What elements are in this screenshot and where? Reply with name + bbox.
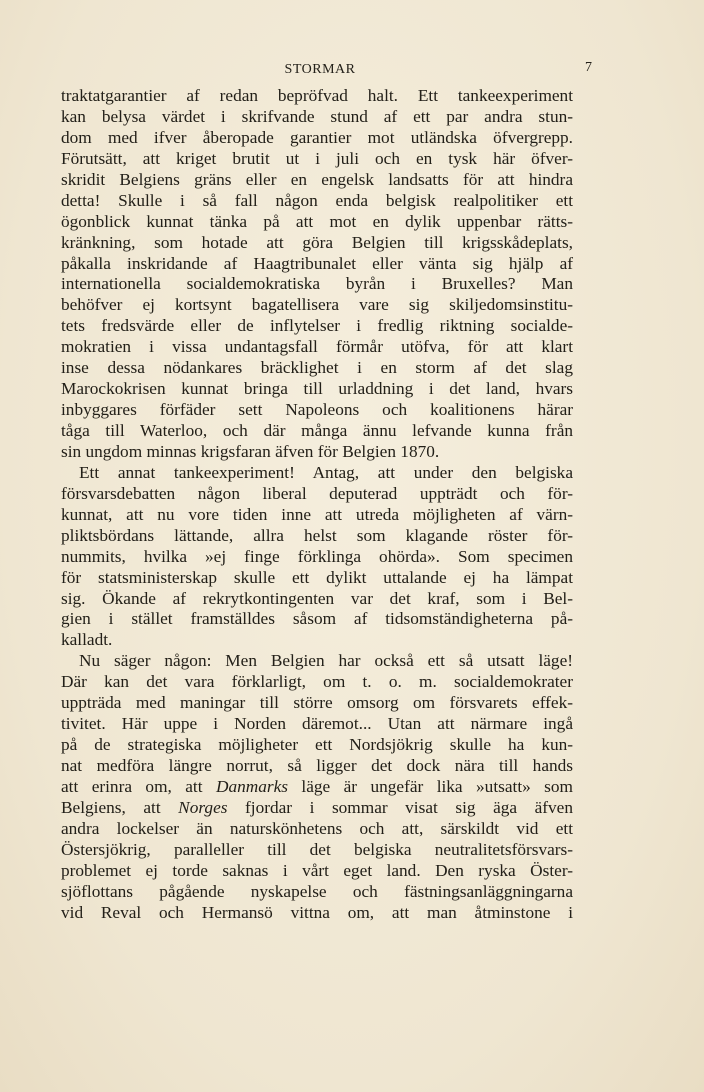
text-line: Ett annat tankeexperiment! Antag, att under den belgiska xyxy=(79,462,573,482)
text-line: Förutsätt, att kriget brutit ut i juli och en tysk här öfver- xyxy=(61,148,573,168)
text-line: ögonblick kunnat tänka på att mot en dylik uppenbar rätts- xyxy=(61,211,573,231)
page-number: 7 xyxy=(585,60,592,75)
text-line: tets fredsvärde eller de inflytelser i fredlig riktning socialde- xyxy=(61,316,573,336)
text-line: tåga till Waterloo, och där många ännu lefvande kunna från xyxy=(61,421,573,440)
text-line: försvarsdebatten någon liberal deputerad uppträdt och för- xyxy=(61,483,573,503)
text-line: gien i stället framställdes såsom af tidsomständigheterna på- xyxy=(61,609,573,629)
text-line: Belgiens, att Norges fjordar i sommar visat sig äga äfven xyxy=(61,797,573,817)
text-line: traktatgarantier af redan bepröfvad halt. Ett tankeexperiment xyxy=(61,86,573,105)
text-line: nummits, hvilka »ej finge förklinga ohörda». Som specimen xyxy=(61,546,573,566)
text-line: behöfver ej kortsynt bagatellisera vare sig skiljedomsinstitu- xyxy=(61,295,573,315)
text-line: på de strategiska möjligheter ett Nordsjökrig skulle ha kun- xyxy=(61,735,573,755)
running-head xyxy=(60,60,592,84)
text-line: för statsministerskap skulle ett dylikt uttalande ej ha lämpat xyxy=(61,567,573,587)
text-line: kalladt. xyxy=(61,630,113,650)
text-line: Östersjökrig, paralleller till det belgiska neutralitetsförsvars- xyxy=(61,839,573,859)
text-line: tivitet. Här uppe i Norden däremot... Utan att närmare ingå xyxy=(61,714,573,734)
text-line: vid Reval och Hermansö vittna om, att man åtminstone i xyxy=(61,902,573,922)
text-line: problemet ej torde saknas i vårt eget land. Den ryska Öster- xyxy=(61,860,573,880)
body-text xyxy=(61,86,573,924)
text-line: detta! Skulle i så fall någon enda belgisk realpolitiker ett xyxy=(61,190,573,210)
text-line: pliktsbördans lättande, allra helst som klagande röster för- xyxy=(61,525,573,545)
text-line: Där kan det vara förklarligt, om t. o. m. socialdemokrater xyxy=(61,672,573,692)
text-line: uppträda med maningar till större omsorg om försvarets effek- xyxy=(61,693,573,713)
running-head-title: STORMAR xyxy=(284,62,356,77)
text-line: Nu säger någon: Men Belgien har också ett så utsatt läge! xyxy=(79,651,573,671)
text-line: påkalla inskridande af Haagtribunalet eller vänta sig hjälp af xyxy=(61,253,573,273)
text-line: internationella socialdemokratiska byrån i Bruxelles? Man xyxy=(61,274,573,294)
text-line: kunnat, att nu vore tiden inne att utreda möjligheten af värn- xyxy=(61,504,573,524)
text-line: Marockokrisen kunnat bringa till urladdning i det land, hvars xyxy=(61,379,573,399)
text-line: mokratien i vissa undantagsfall förmår utöfva, för att klart xyxy=(61,337,573,357)
italic-name: Danmarks xyxy=(215,776,288,796)
text-line: skridit Belgiens gräns eller en engelsk landsatts för att hindra xyxy=(61,169,573,189)
text-line: sjöflottans pågående nyskapelse och fästningsanläggningarna xyxy=(61,881,573,901)
text-line: inse dessa nödankares bräcklighet i en storm af det slag xyxy=(61,358,573,378)
text-line: sin ungdom minnas krigsfaran äfven för Belgien 1870. xyxy=(61,441,440,461)
text-line: kränkning, som hotade att göra Belgien till krigsskådeplats, xyxy=(61,232,573,252)
text-line: kan belysa värdet i skrifvande stund af ett par andra stun- xyxy=(61,106,573,126)
text-line: andra lockelser än naturskönhetens och att, särskildt vid ett xyxy=(61,818,573,838)
text-line: dom med ifver åberopade garantier mot utländska öfvergrepp. xyxy=(61,127,573,147)
text-line: nat medföra längre norrut, så ligger det dock nära till hands xyxy=(61,756,573,775)
text-line: sig. Ökande af rekrytkontingenten var det kraf, som i Bel- xyxy=(61,588,573,608)
italic-name: Norges xyxy=(178,797,228,817)
text-line: inbyggares förfäder sett Napoleons och koalitionens härar xyxy=(61,400,573,420)
text-line: att erinra om, att Danmarks läge är ungefär lika »utsatt» som xyxy=(61,776,573,796)
